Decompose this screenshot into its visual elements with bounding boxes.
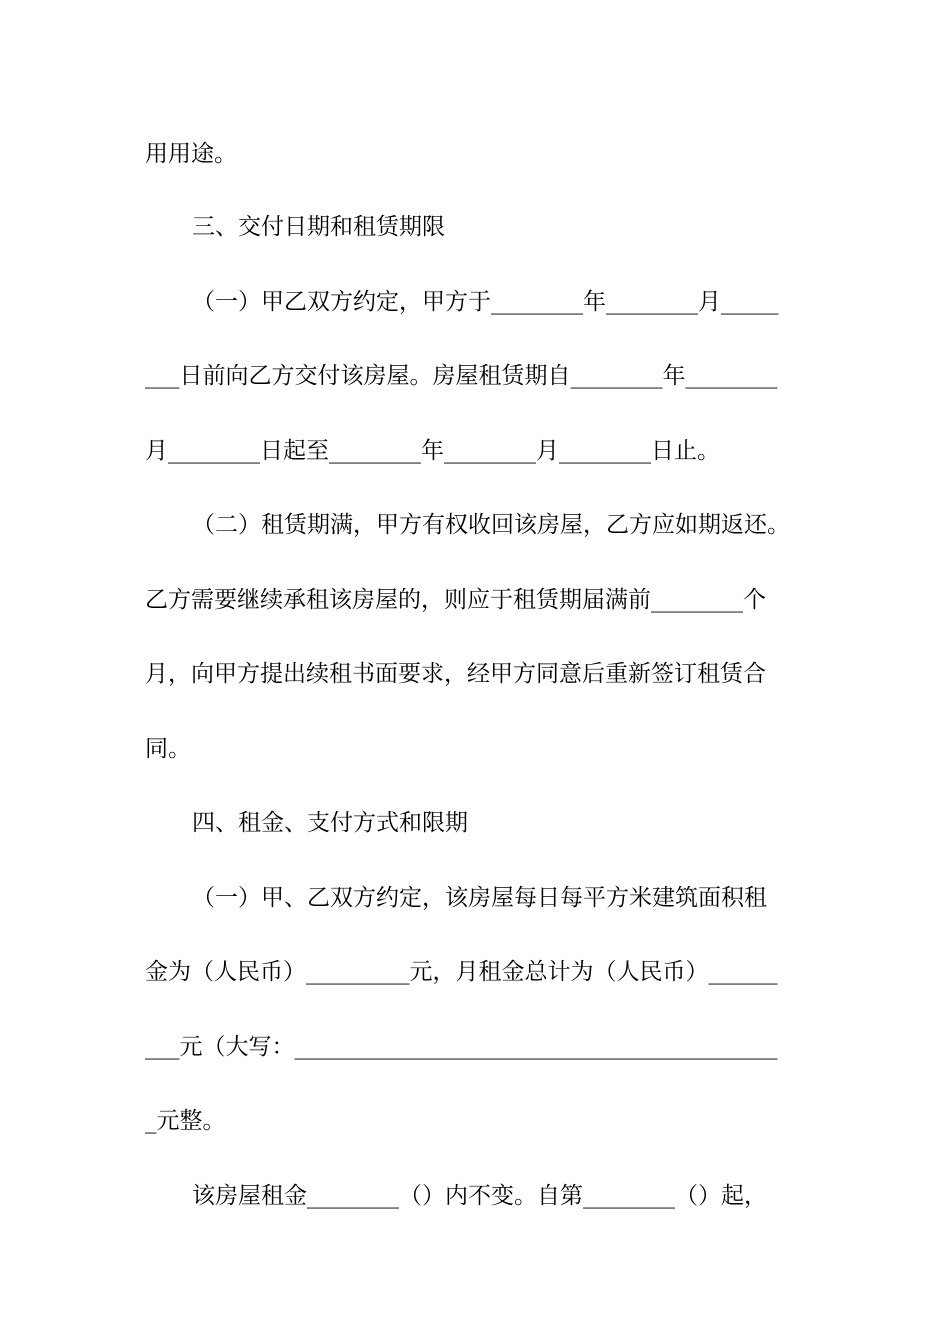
- clause-3-2-line-3: 月，向甲方提出续租书面要求，经甲方同意后重新签订租赁合: [145, 661, 766, 687]
- clause-4-1-line-3: ___元（大写：__________________________________________: [145, 1034, 778, 1060]
- clause-3-1-line-3: 月________日起至________年________月________日止。: [145, 438, 720, 464]
- clause-4-1-line-2: 金为（人民币）_________元，月租金总计为（人民币）______: [145, 959, 778, 985]
- clause-3-2-line-1: （二）租赁期满，甲方有权收回该房屋，乙方应如期返还。: [192, 512, 790, 538]
- section-heading-3: 三、交付日期和租赁期限: [192, 214, 445, 240]
- clause-3-1-line-1: （一）甲乙双方约定，甲方于________年________月_____: [192, 289, 779, 315]
- clause-3-1-line-2: ___日前向乙方交付该房屋。房屋租赁期自________年________: [145, 363, 778, 389]
- text-line-continuation: 用用途。: [145, 141, 237, 167]
- clause-4-1-line-4: _元整。: [145, 1108, 226, 1134]
- clause-3-2-line-2: 乙方需要继续承租该房屋的，则应于租赁期届满前________个: [145, 587, 766, 613]
- rent-fixed-period-line: 该房屋租金________（）内不变。自第________（）起，: [192, 1183, 767, 1209]
- clause-4-1-line-1: （一）甲、乙双方约定，该房屋每日每平方米建筑面积租: [192, 885, 767, 911]
- section-heading-4: 四、租金、支付方式和限期: [192, 810, 468, 836]
- clause-3-2-line-4: 同。: [145, 736, 191, 762]
